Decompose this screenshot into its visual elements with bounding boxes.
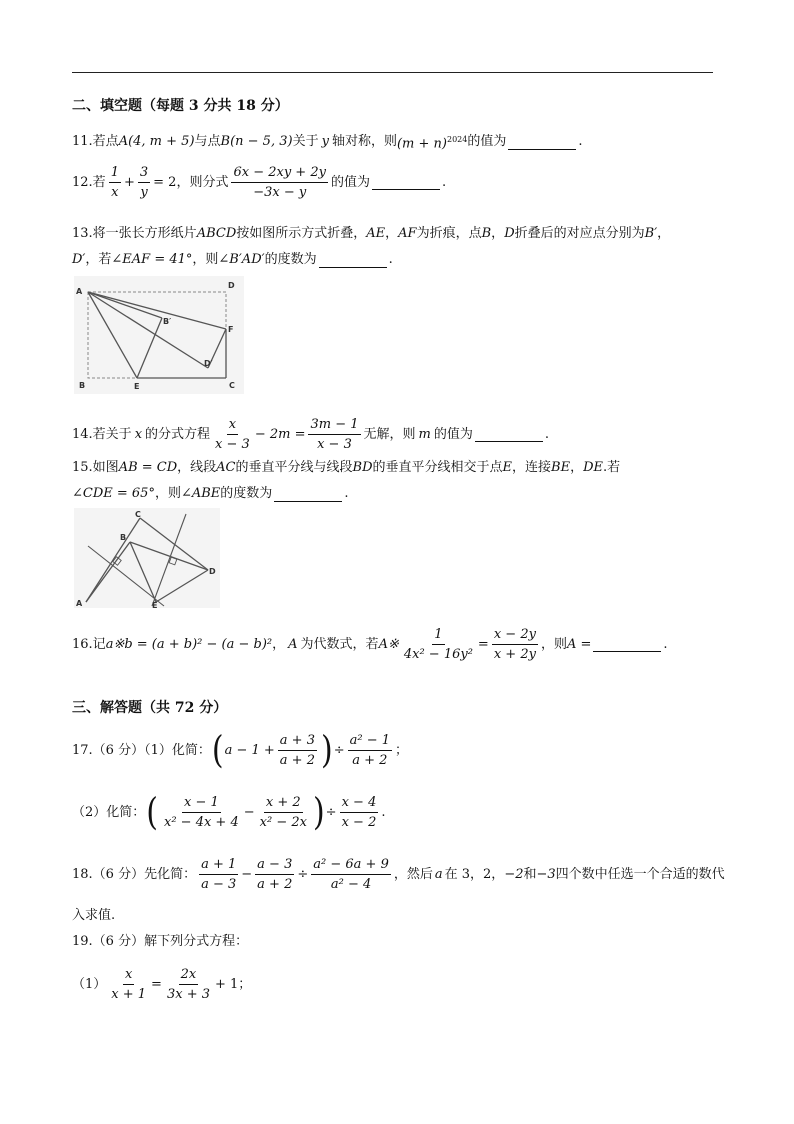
fraction	[213, 416, 252, 453]
fraction-numerator: 2x	[179, 966, 199, 985]
figure-15-perpendicular-bisectors	[74, 508, 220, 608]
question-18-line-2: 入求值.	[72, 908, 116, 923]
answer-blank-16[interactable]	[593, 637, 661, 652]
fraction-numerator: x − 2y	[492, 626, 538, 645]
label-d-prime: D′	[204, 359, 213, 368]
label-d: D	[209, 567, 216, 576]
fraction-denominator: a + 2	[279, 753, 315, 768]
fraction	[311, 856, 391, 893]
fraction-numerator: x	[123, 966, 134, 985]
fraction-denominator: −3x − y	[253, 185, 307, 200]
fraction-numerator: a + 1	[199, 856, 238, 875]
question-19: 19.（6 分）解下列分式方程：	[72, 934, 249, 949]
left-paren: (	[211, 728, 224, 772]
fraction	[348, 732, 392, 769]
fraction	[109, 966, 148, 1003]
fraction-denominator: y	[140, 185, 148, 200]
fraction	[199, 856, 238, 893]
label-e: E	[152, 601, 158, 608]
question-16: 16.记 a※b = (a + b)² − (a − b)² ， A 为代数式，若 A※ $\frac{1}{\text{4x² − 16y²}}$ = $\frac{x - 2y}{x + 2y}$ ，则 A = .	[72, 627, 668, 662]
label-b-prime: B′	[163, 317, 172, 326]
fraction	[340, 794, 379, 831]
fraction-denominator: a + 2	[352, 753, 388, 768]
fraction-denominator: a − 3	[201, 877, 237, 892]
question-17-part-1: 17.（6 分）（1）化简： ( a − 1 + $\frac{a + 3}{a + 2}$ ) ÷ $\frac{\text{a² − 1}}{a + 2}$ ；	[72, 728, 409, 772]
fraction-numerator: x − 1	[182, 794, 221, 813]
fraction	[308, 416, 360, 453]
fraction-numerator: a² − 6a + 9	[311, 856, 391, 875]
fraction-denominator: 4x² − 16y²	[403, 647, 473, 662]
section-heading-solutions: 三、解答题（共 72 分）	[72, 700, 228, 716]
fraction	[492, 626, 538, 663]
fraction-denominator: x − 3	[317, 437, 352, 452]
question-19-part-1: （1） $\frac{x}{x + 1}$ = $\frac{2x}{3x + 3}$ + 1 ；	[72, 967, 252, 1002]
question-13-line-2: D′ ，若 ∠EAF = 41° ，则 ∠B′AD′ 的度数为 .	[72, 252, 393, 267]
fraction-denominator: x − 3	[215, 437, 250, 452]
header-rule	[72, 72, 713, 73]
fraction	[255, 856, 294, 893]
fraction-numerator: a − 3	[255, 856, 294, 875]
label-a: A	[76, 599, 83, 608]
fraction	[231, 164, 327, 201]
figure-13-folded-rectangle	[74, 276, 244, 394]
label-c: C	[135, 510, 141, 519]
question-17-part-2: （2）化简： ( $\frac{x - 1}{\text{x² − 4x + 4}}$ − $\frac{x + 2}{\text{x² − 2x}}$ ) ÷ $\frac{x - 4}{x - 2}$ .	[72, 790, 386, 834]
fraction-denominator: x + 2y	[493, 647, 536, 662]
question-13-line-1: 13.将一张长方形纸片 ABCD 按如图所示方式折叠， AE ， AF 为折痕，点 B ， D 折叠后的对应点分别为 B′ ，	[72, 226, 671, 241]
label-d: D	[228, 281, 235, 290]
label-a: A	[76, 287, 83, 296]
fraction-numerator: 3	[138, 164, 150, 183]
fraction	[109, 164, 121, 201]
fraction	[402, 626, 475, 663]
left-paren: (	[146, 790, 158, 834]
section-heading-fill-blank: 二、填空题（每题 3 分共 18 分）	[72, 98, 289, 114]
fraction-denominator: x² − 4x + 4	[164, 815, 239, 830]
label-c: C	[229, 381, 235, 390]
fraction-denominator: x − 2	[341, 815, 377, 830]
answer-blank-15[interactable]	[274, 487, 342, 502]
label-f: F	[228, 325, 234, 334]
fraction-numerator: x + 2	[264, 794, 303, 813]
answer-blank-12[interactable]	[372, 175, 440, 190]
label-b: B	[120, 533, 127, 542]
answer-blank-14[interactable]	[475, 427, 543, 442]
fraction-numerator: 1	[109, 164, 121, 183]
question-15-line-1: 15.如图 AB = CD ，线段 AC 的垂直平分线与线段 BD 的垂直平分线相交于点 E ，连接 BE ， DE .若	[72, 460, 621, 475]
label-b: B	[79, 381, 86, 390]
fraction-numerator: a² − 1	[348, 732, 392, 751]
fraction-denominator: x² − 2x	[259, 815, 307, 830]
question-15-line-2: ∠CDE = 65° ，则 ∠ABE 的度数为 .	[72, 486, 349, 501]
fraction	[258, 794, 309, 831]
question-18: 18.（6 分）先化简： $\frac{a + 1}{a - 3}$ − $\frac{a - 3}{a + 2}$ ÷ $\frac{\text{a² − 6a + 9}}{\text{a² − 4}}$ ，然后 a 在 3，2， −2 和 −3 四个数中任选一个合适的数代	[72, 857, 725, 892]
fraction-numerator: 3m − 1	[308, 416, 360, 435]
figure-background	[74, 276, 244, 394]
fraction-numerator: x	[227, 416, 238, 435]
question-11: 11.若点 A(4, m + 5) 与点 B(n − 5, 3) 关于 y 轴对称，则 $(m + n)^{2024}$ 的值为 .	[72, 134, 583, 152]
fraction-numerator: a + 3	[278, 732, 317, 751]
fraction-denominator: a + 2	[257, 877, 293, 892]
fraction-denominator: x + 1	[111, 987, 147, 1002]
fraction-numerator: 1	[432, 626, 444, 645]
fraction	[162, 794, 241, 831]
right-paren: )	[312, 790, 325, 834]
question-12: 12.若 $\frac{1}{x}$ + $\frac{3}{y}$ = 2 ，则分式 $\frac{6x - 2xy + 2y}{-3x - y}$ 的值为 .	[72, 165, 447, 200]
fraction	[278, 732, 317, 769]
fraction-numerator: x − 4	[340, 794, 379, 813]
answer-blank-11[interactable]	[508, 135, 576, 150]
fraction-denominator: a² − 4	[330, 877, 372, 892]
right-paren: )	[320, 728, 333, 772]
fraction	[138, 164, 150, 201]
question-14: 14.若关于 x 的分式方程 $\frac{x}{x - 3}$ − 2m = $\frac{3m - 1}{x - 3}$ 无解，则 m 的值为 .	[72, 417, 549, 452]
answer-blank-13[interactable]	[319, 253, 387, 268]
label-e: E	[134, 382, 140, 391]
fraction-denominator: x	[111, 185, 119, 200]
fraction-numerator: 6x − 2xy + 2y	[231, 164, 327, 183]
fraction	[165, 966, 212, 1003]
fraction-denominator: 3x + 3	[166, 987, 210, 1002]
